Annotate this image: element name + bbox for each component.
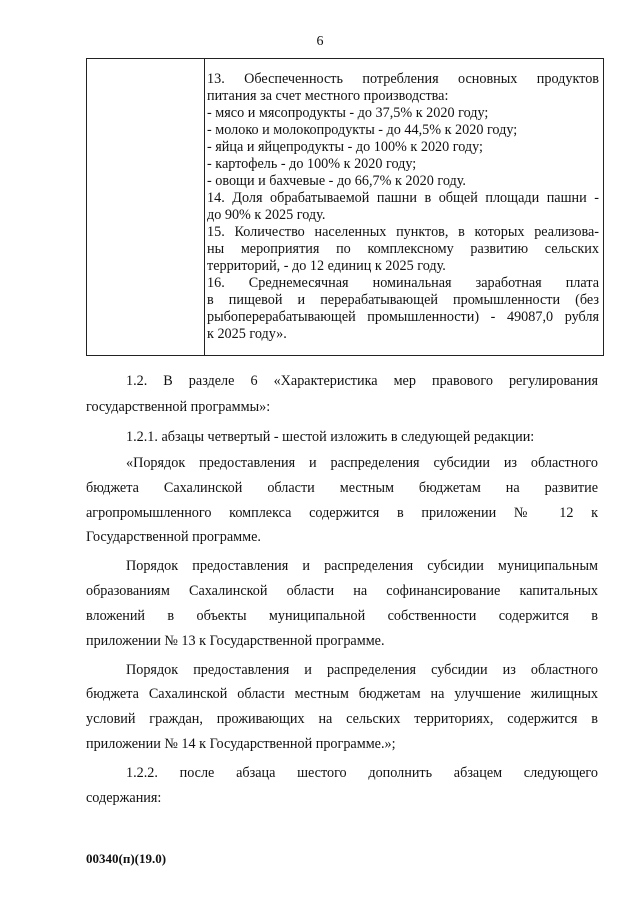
paragraph-line: 1.2.2. после абзаца шестого дополнить абзацем следующего bbox=[126, 765, 598, 781]
table-column-divider bbox=[204, 59, 205, 355]
table-line: питания за счет местного производства: bbox=[207, 88, 449, 104]
page-number: 6 bbox=[316, 34, 324, 49]
table-line: 15. Количество населенных пунктов, в которых реализова- bbox=[207, 224, 599, 240]
paragraph-line: бюджета Сахалинской области местным бюджетам на развитие bbox=[86, 480, 598, 496]
table-line: - молоко и молокопродукты - до 44,5% к 2020 году; bbox=[207, 122, 518, 138]
document-code: 00340(п)(19.0) bbox=[86, 851, 167, 866]
paragraph-line: Порядок предоставления и распределения субсидии из областного bbox=[126, 662, 598, 678]
paragraph-line: 1.2.1. абзацы четвертый - шестой изложить в следующей редакции: bbox=[126, 429, 535, 445]
table-line: - картофель - до 100% к 2020 году; bbox=[207, 156, 417, 172]
paragraph-line: приложении № 14 к Государственной программе.»; bbox=[86, 736, 396, 752]
table-line: - яйца и яйцепродукты - до 100% к 2020 году; bbox=[207, 139, 483, 155]
paragraph-line: «Порядок предоставления и распределения субсидии из областного bbox=[126, 455, 598, 471]
paragraph-line: агропромышленного комплекса содержится в приложении № 12 к bbox=[86, 505, 598, 521]
table-line: 14. Доля обрабатываемой пашни в общей площади пашни - bbox=[207, 190, 599, 206]
table-line: в пищевой и перерабатывающей промышленности (без bbox=[207, 292, 599, 308]
paragraph-line: приложении № 13 к Государственной программе. bbox=[86, 633, 385, 649]
paragraph-line: образованиям Сахалинской области на софинансирование капитальных bbox=[86, 583, 598, 599]
table-line: до 90% к 2025 году. bbox=[207, 207, 326, 223]
paragraph-line: 1.2. В разделе 6 «Характеристика мер правового регулирования bbox=[126, 373, 598, 389]
table-line: - мясо и мясопродукты - до 37,5% к 2020 году; bbox=[207, 105, 489, 121]
table-line: - овощи и бахчевые - до 66,7% к 2020 году. bbox=[207, 173, 466, 189]
table-line: территорий, - до 12 единиц к 2025 году. bbox=[207, 258, 446, 274]
table-line: к 2025 году». bbox=[207, 326, 287, 342]
paragraph-line: государственной программы»: bbox=[86, 399, 271, 415]
indicators-table bbox=[86, 58, 604, 356]
indicators-cell bbox=[207, 71, 599, 343]
paragraph-line: Государственной программе. bbox=[86, 529, 261, 545]
paragraph-line: содержания: bbox=[86, 790, 162, 806]
table-line: 16. Среднемесячная номинальная заработная плата bbox=[207, 275, 599, 291]
paragraph-line: вложений в объекты муниципальной собственности содержится в bbox=[86, 608, 598, 624]
paragraph-line: бюджета Сахалинской области местным бюджетам на улучшение жилищных bbox=[86, 686, 598, 702]
paragraph-line: Порядок предоставления и распределения субсидии муниципальным bbox=[126, 558, 598, 574]
table-line: ны мероприятия по комплексному развитию сельских bbox=[207, 241, 599, 257]
table-line: рыбоперерабатывающей промышленности) - 49087,0 рубля bbox=[207, 309, 599, 325]
table-line: 13. Обеспеченность потребления основных продуктов bbox=[207, 71, 599, 87]
paragraph-line: условий граждан, проживающих на сельских территориях, содержится в bbox=[86, 711, 598, 727]
